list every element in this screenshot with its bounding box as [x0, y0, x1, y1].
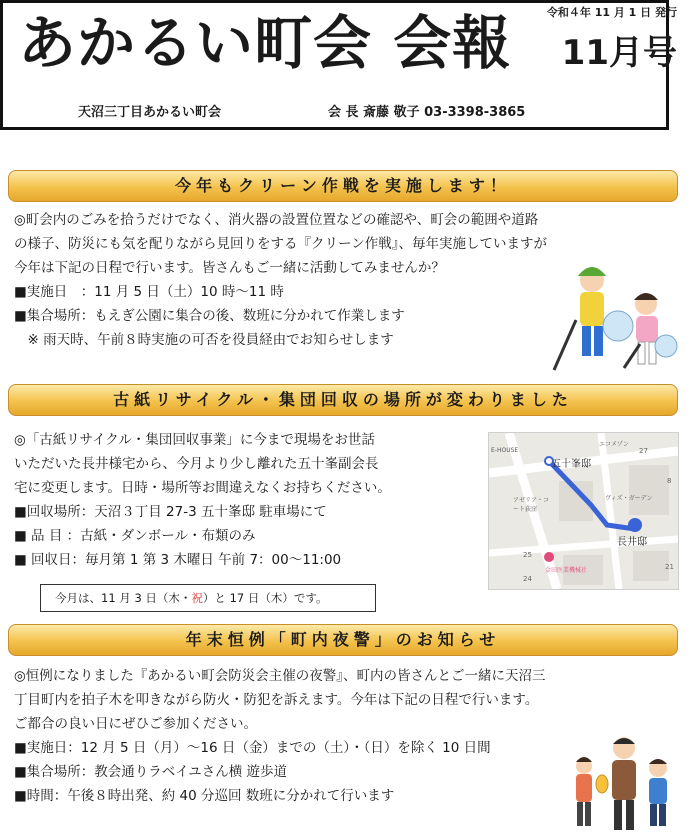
clean-campaign-body: [14, 208, 547, 352]
map-label-shop: 金田医業機械社: [545, 567, 588, 574]
newsletter-title: あかるい町会 会報: [18, 9, 512, 77]
issue-date: 令和４年 11 月 1 日 発行: [546, 6, 677, 19]
section-heading-night-watch: 年末恒例「町内夜警」のお知らせ: [8, 624, 678, 656]
body-line: いただいた長井様宅から、今月より少し離れた五十峯副会長: [14, 456, 379, 472]
map-label-nagai: 長井邸: [617, 537, 647, 548]
body-line: 宅に変更します。日時・場所等お間違えなくお持ちください。: [14, 480, 391, 496]
body-line: の様子、防災にも気を配りながら見回りをする『クリーン作戦』、毎年実施していますが: [14, 236, 547, 252]
map-label-court: アゼリア・コート荻窪: [513, 497, 549, 513]
map-label-ehouse: E-HOUSE: [491, 447, 519, 454]
night-watch-body: [14, 664, 546, 808]
body-line: ◎町会内のごみを拾うだけでなく、消火器の設置位置などの確認や、町会の範囲や道路: [14, 212, 539, 228]
section-heading-clean-campaign: 今年もクリーン作戦を実施します！: [8, 170, 678, 202]
items-line: ■ 品 目 ：古紙・ダンボール・布類のみ: [14, 528, 256, 544]
map-label-num: 27: [639, 447, 648, 455]
this-month-dates-note: 今月は、11 月 3 日（木・祝）と 17 日（木）です。: [40, 584, 376, 612]
holiday-mark: 祝: [191, 591, 203, 605]
cleanup-kids-illustration: [540, 262, 680, 374]
map-label-garden: ヴィズ・ガーデン: [605, 495, 653, 502]
night-watch-illustration: [566, 732, 682, 834]
section-heading-paper-recycling: 古紙リサイクル・集団回収の場所が変わりました: [8, 384, 678, 416]
date-line: ■実施日 ：11 月 5 日（土）10 時〜11 時: [14, 284, 284, 300]
map-label-isomine: 五十峯邸: [551, 459, 591, 470]
body-line: 今年は下記の日程で行います。皆さんもご一緒に活動してみませんか？: [14, 260, 445, 276]
collection-day-line: ■ 回収日：毎月第 1 第 3 木曜日 午前 7：00〜11:00: [14, 552, 342, 568]
shop-pin-icon: [544, 552, 554, 562]
meeting-place-line: ■集合場所：もえぎ公園に集合の後、数班に分かれて作業します: [14, 308, 405, 324]
date-line: ■実施日：12 月 5 日（月）〜16 日（金）までの（土）・（日）を除く 10 日間: [14, 740, 491, 756]
map-label-num: 24: [523, 575, 532, 583]
collection-place-line: ■回収場所：天沼３丁目 27-3 五十峯邸 駐車場にて: [14, 504, 327, 520]
map-label-num: 25: [523, 551, 532, 559]
meeting-place-line: ■集合場所：教会通りラベイユさん横 遊歩道: [14, 764, 288, 780]
body-line: ご都合の良い日にぜひご参加ください。: [14, 716, 257, 732]
route-map: [488, 432, 679, 590]
organization-name: 天沼三丁目あかるい町会: [78, 105, 222, 120]
body-line: ◎「古紙リサイクル・集団回収事業」に今まで現場をお世話: [14, 432, 375, 448]
destination-pin-icon: [628, 518, 642, 532]
map-label-num: 8: [667, 477, 672, 485]
map-label-num: 21: [665, 563, 674, 571]
map-label-ecomaison: エコメゾン: [599, 441, 629, 448]
body-line: ◎恒例になりました『あかるい町会防災会主催の夜警』、町内の皆さんとご一緒に天沼三: [14, 668, 546, 684]
rain-note-line: ※ 雨天時、午前８時実施の可否を役員経由でお知らせします: [14, 332, 394, 348]
paper-recycling-body: [14, 428, 391, 572]
issue-month: 11月号: [561, 33, 677, 73]
time-line: ■時間：午後８時出発、約 40 分巡回 数班に分かれて行います: [14, 788, 395, 804]
chairperson-contact: 会 長 斎藤 敬子 03-3398-3865: [328, 105, 526, 120]
body-line: 丁目町内を拍子木を叩きながら防火・防犯を訴えます。今年は下記の日程で行います。: [14, 692, 539, 708]
